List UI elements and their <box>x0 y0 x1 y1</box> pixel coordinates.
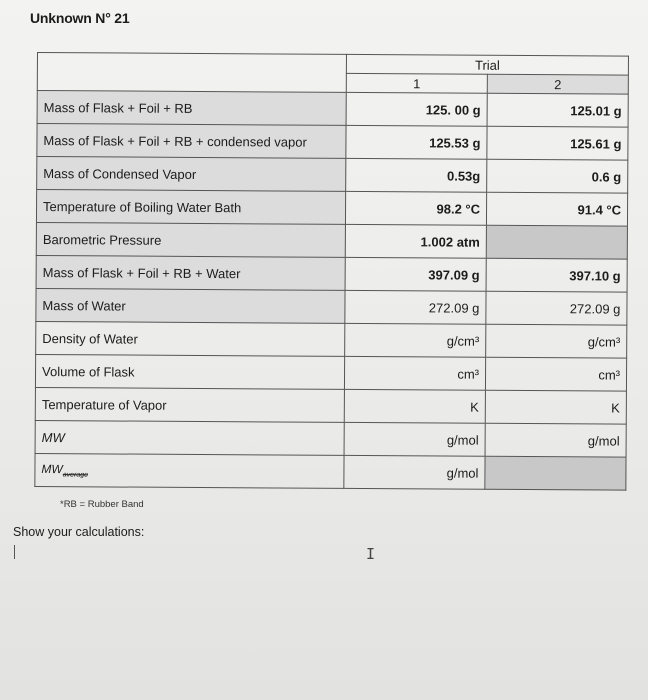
header-empty-cell <box>37 53 346 93</box>
table-row <box>35 420 626 457</box>
trial-2-value[interactable]: 125.61 g <box>487 126 628 160</box>
trial-1-value[interactable]: cm³ <box>344 356 485 390</box>
table-row <box>35 387 626 424</box>
table-row <box>36 222 627 259</box>
trial-1-value[interactable]: g/mol <box>344 455 485 489</box>
data-table <box>34 52 629 491</box>
row-label: Temperature of Vapor <box>35 387 344 422</box>
trial-1-value[interactable]: g/cm³ <box>345 323 486 357</box>
row-label-mw-average <box>35 453 344 488</box>
table-row <box>37 157 628 194</box>
footnote: *RB = Rubber Band <box>60 499 144 510</box>
row-label: Density of Water <box>36 321 345 356</box>
trial-1-value[interactable]: g/mol <box>344 422 485 456</box>
trial-2-value[interactable]: K <box>485 390 626 424</box>
trial-2-value[interactable]: 0.6 g <box>487 159 628 193</box>
table-row <box>36 288 627 325</box>
column-2-header: 2 <box>487 74 628 94</box>
row-label: MW <box>35 420 344 455</box>
trial-1-value[interactable]: 125. 00 g <box>346 92 487 126</box>
row-label: Mass of Condensed Vapor <box>37 157 346 192</box>
trial-2-value-disabled <box>486 225 627 259</box>
trial-1-value[interactable]: K <box>344 389 485 423</box>
row-label: Mass of Flask + Foil + RB + Water <box>36 255 345 290</box>
trial-1-value[interactable]: 125.53 g <box>346 125 487 159</box>
trial-2-value[interactable]: 272.09 g <box>486 291 627 325</box>
trial-2-value[interactable]: g/cm³ <box>486 324 627 358</box>
unknown-title: Unknown N° 21 <box>30 10 130 26</box>
text-cursor[interactable] <box>14 545 15 559</box>
row-label: Mass of Flask + Foil + RB <box>37 91 346 126</box>
trial-header: Trial <box>346 54 628 75</box>
trial-2-value[interactable]: 91.4 °C <box>486 192 627 226</box>
table-row <box>35 453 626 490</box>
row-label: Temperature of Boiling Water Bath <box>36 190 345 225</box>
trial-2-value-disabled <box>485 456 626 490</box>
row-label: Mass of Flask + Foil + RB + condensed vapor <box>37 124 346 159</box>
table-header-row <box>37 53 628 76</box>
table-row <box>35 354 626 391</box>
trial-1-value[interactable]: 0.53g <box>346 158 487 192</box>
table-row <box>36 190 627 227</box>
trial-1-value[interactable]: 272.09 g <box>345 290 486 324</box>
row-label: Barometric Pressure <box>36 222 345 257</box>
trial-2-value[interactable]: cm³ <box>485 357 626 391</box>
table-row <box>37 124 628 161</box>
mw-label: MW <box>41 462 63 477</box>
trial-2-value[interactable]: g/mol <box>485 423 626 457</box>
trial-2-value[interactable]: 397.10 g <box>486 258 627 292</box>
trial-1-value[interactable]: 98.2 °C <box>345 191 486 225</box>
table-row <box>36 255 627 292</box>
row-label: Mass of Water <box>36 288 345 323</box>
calculations-label: Show your calculations: <box>13 525 145 539</box>
row-label: Volume of Flask <box>35 354 344 389</box>
trial-1-value[interactable]: 397.09 g <box>345 257 486 291</box>
ibeam-cursor-icon: I <box>366 545 376 563</box>
trial-2-value[interactable]: 125.01 g <box>487 93 628 127</box>
average-subscript: average <box>62 471 89 480</box>
table-row <box>37 91 628 128</box>
table-row <box>36 321 627 358</box>
column-1-header: 1 <box>346 73 487 93</box>
page-title <box>30 10 129 26</box>
trial-1-value[interactable]: 1.002 atm <box>345 224 486 258</box>
